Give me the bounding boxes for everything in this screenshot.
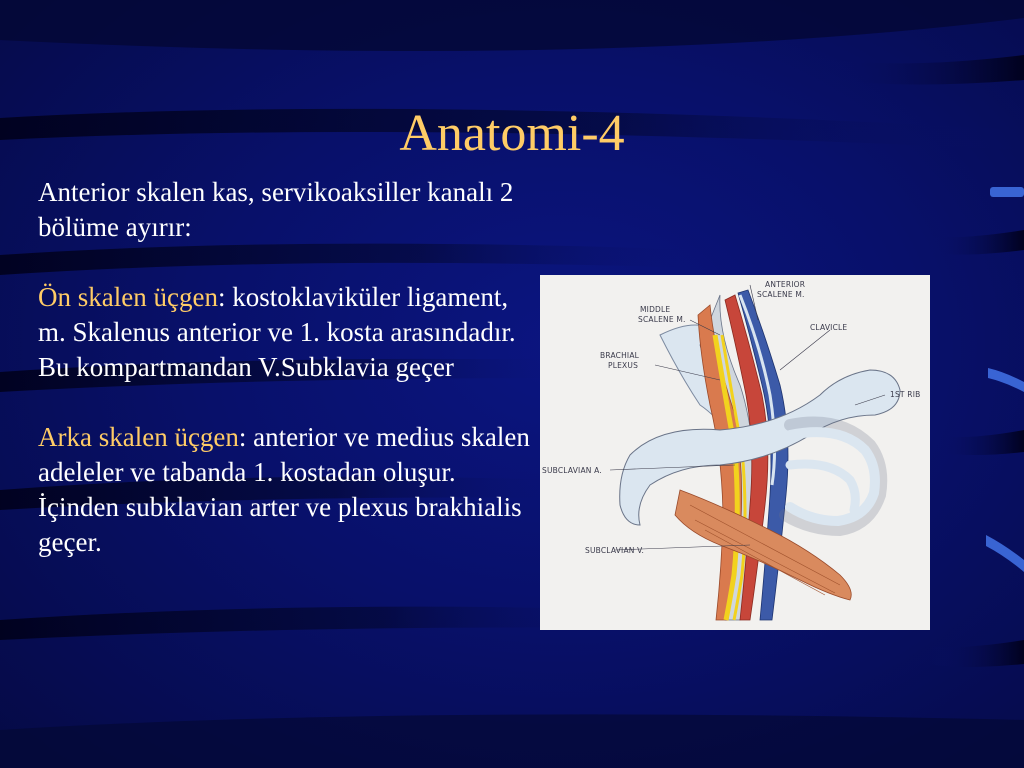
posterior-triangle-paragraph — [38, 420, 538, 560]
first-rib — [790, 432, 875, 521]
anterior-triangle-term: Ön skalen üçgen — [38, 282, 218, 312]
body-text — [38, 175, 538, 560]
second-rib — [790, 464, 855, 510]
label-brachial-plexus-line1: BRACHIAL — [600, 351, 640, 360]
label-clavicle: CLAVICLE — [810, 323, 848, 332]
leader-line — [780, 330, 830, 370]
label-brachial-plexus-line2: PLEXUS — [608, 361, 639, 370]
slide-title: Anatomi-4 — [399, 105, 625, 162]
label-anterior-scalene-line2: SCALENE M. — [757, 290, 805, 299]
label-subclavian-vein: SUBCLAVIAN V. — [585, 546, 645, 555]
anatomy-illustration — [540, 275, 930, 630]
paragraph-spacer — [38, 245, 538, 280]
label-first-rib: 1ST RIB — [890, 390, 921, 399]
label-middle-scalene-line1: MIDDLE — [640, 305, 671, 314]
posterior-triangle-description: : anterior ve medius skalen adeleler ve tabanda 1. kostadan oluşur. İçinden subklavian arter ve plexus brakhialis geçer. — [38, 422, 530, 557]
posterior-triangle-term: Arka skalen üçgen — [38, 422, 239, 452]
paragraph-spacer — [38, 385, 538, 420]
label-subclavian-artery: SUBCLAVIAN A. — [542, 466, 602, 475]
label-anterior-scalene-line1: ANTERIOR — [765, 280, 806, 289]
label-middle-scalene-line2: SCALENE M. — [638, 315, 686, 324]
anterior-triangle-paragraph — [38, 280, 538, 385]
intro-paragraph: Anterior skalen kas, servikoaksiller kanalı 2 bölüme ayırır: — [38, 177, 514, 242]
anterior-triangle-description: : kostoklaviküler ligament, m. Skalenus anterior ve 1. kosta arasındadır. Bu kompartmandan V.Subklavia geçer — [38, 282, 516, 382]
